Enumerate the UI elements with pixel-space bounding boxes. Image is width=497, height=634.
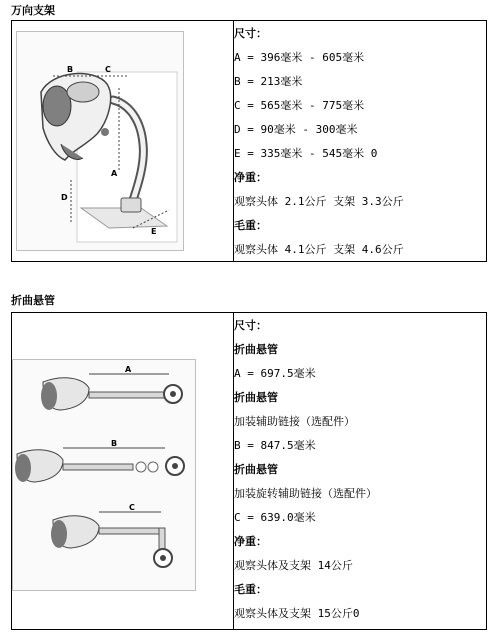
spec-line: A = 697.5毫米: [234, 367, 316, 380]
folding-arm-diagram: [13, 360, 195, 590]
dimension-label-d: D: [61, 193, 68, 202]
folding-label-b: B: [111, 439, 118, 448]
spec-line: 净重：: [234, 535, 267, 548]
folding-arm-specs: [234, 313, 486, 629]
spec-line: B = 213毫米: [234, 75, 303, 88]
folding-arm-table: [11, 312, 487, 630]
spec-line: 观察头体及支架 14公斤: [234, 559, 353, 572]
dimension-label-e: E: [151, 227, 157, 236]
config-b-drawing: [15, 439, 184, 482]
folding-label-c: C: [129, 503, 135, 512]
section-title-universal-stand: 万向支架: [11, 4, 55, 17]
spec-line: 毛重：: [234, 583, 267, 596]
spec-line: 毛重：: [234, 219, 267, 232]
spec-line: 净重：: [234, 171, 267, 184]
universal-stand-illustration: [16, 31, 184, 251]
spec-line: 观察头体 2.1公斤 支架 3.3公斤: [234, 195, 404, 208]
folding-arm-image-cell: [12, 313, 234, 629]
spec-line: C = 639.0毫米: [234, 511, 316, 524]
spec-line: D = 90毫米 - 300毫米: [234, 123, 358, 136]
config-c-drawing: [51, 503, 172, 567]
section-title-folding-arm: 折曲悬管: [11, 294, 55, 307]
spec-line: 加装旋转辅助链接（选配件）: [234, 487, 377, 500]
spec-line: B = 847.5毫米: [234, 439, 316, 452]
spec-line: A = 396毫米 - 605毫米: [234, 51, 365, 64]
spec-line: 尺寸：: [234, 27, 267, 40]
universal-stand-table: [11, 20, 487, 262]
dimension-label-b: B: [67, 65, 74, 74]
universal-stand-diagram: [17, 32, 183, 250]
spec-line: 折曲悬管: [234, 391, 278, 404]
spec-line: 加装辅助链接（选配件）: [234, 415, 355, 428]
universal-stand-image-cell: [12, 21, 234, 261]
folding-label-a: A: [125, 365, 132, 374]
universal-stand-specs: [234, 21, 486, 261]
config-a-drawing: [41, 365, 182, 410]
spec-line: 观察头体及支架 15公斤0: [234, 607, 360, 620]
spec-line: 尺寸：: [234, 319, 267, 332]
spec-line: 折曲悬管: [234, 343, 278, 356]
spec-line: E = 335毫米 - 545毫米 0: [234, 147, 378, 160]
folding-arm-illustration: [12, 359, 196, 591]
dimension-label-c: C: [105, 65, 111, 74]
spec-line: 观察头体 4.1公斤 支架 4.6公斤: [234, 243, 404, 256]
spec-line: 折曲悬管: [234, 463, 278, 476]
dimension-label-a: A: [111, 169, 118, 178]
spec-line: C = 565毫米 - 775毫米: [234, 99, 365, 112]
